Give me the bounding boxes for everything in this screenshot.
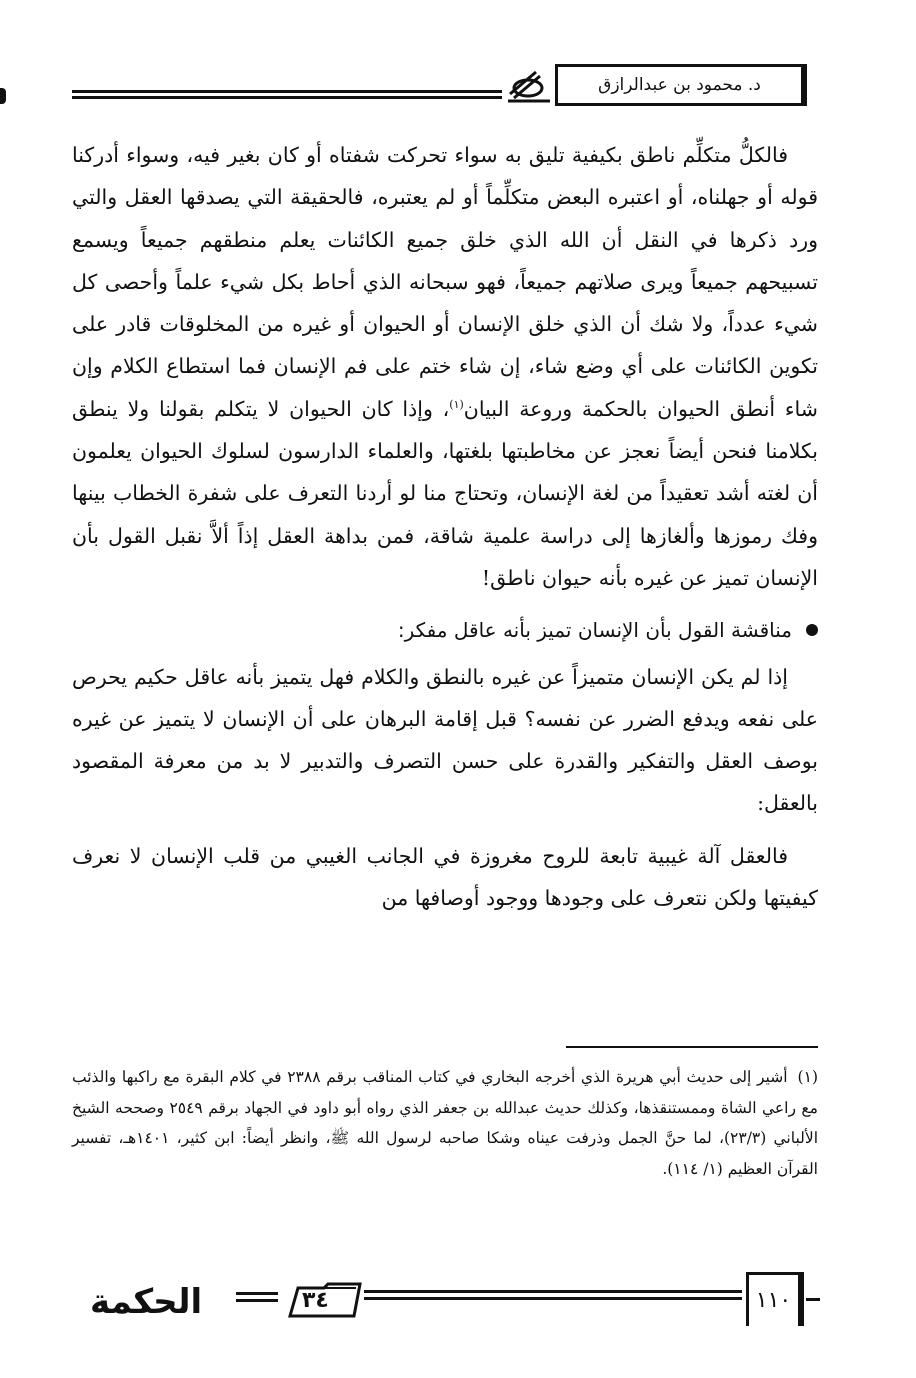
paragraph-text: فالكلُّ متكلِّم ناطق بكيفية تليق به سواء تحركت شفتاه أو كان بغير فيه، وسواء أدركنا قوله أو جهلناه، أو اعتبره البعض متكلِّماً أو لم يعتبره، فالحقيقة التي يصدقها العقل والتي ورد ذكرها في النقل أن الله الذي خلق جميع الكائنات يعلم منطقهم جميعاً ويسمع تسبيحهم جميعاً ويرى صلاتهم جميعاً، فهو سبحانه الذي أحاط بكل شيء علماً وأحصى كل شيء عدداً، ولا شك أن الذي خلق الإنسان أو الحيوان أو غيره من المخلوقات قادر على تكوين الكائنات على أي وضع شاء، إن شاء ختم على فم الإنسان فما استطاع الكلام وإن شاء أنطق الحيوان بالحكمة وروعة البيان: [72, 143, 818, 421]
paragraph: [72, 134, 818, 599]
page-number-box: [746, 1272, 804, 1326]
magazine-logo: الحكمة: [90, 1282, 203, 1322]
header-rule: [72, 90, 502, 104]
author-name: د. محمود بن عبدالرازق: [598, 75, 761, 95]
footnote-text: أشير إلى حديث أبي هريرة الذي أخرجه البخاري في كتاب المناقب برقم ٢٣٨٨ في كلام البقرة مع راكبها والذئب مع راعي الشاة وممستنقذها، وكذلك حديث عبدالله بن جعفر الذي رواه أبو داود في الجهاد برقم ٢٥٤٩ وصححه الشيخ الألباني (٢٣/٣)، لما حنَّ الجمل وذرفت عيناه وشكا صاحبه لرسول الله ﷺ، وانظر أيضاً: ابن كثير، ١٤٠١هـ، تفسير القرآن العظيم (١/ ١١٤).: [72, 1068, 819, 1178]
footnote-number: (١): [797, 1068, 818, 1086]
footnote-separator: [566, 1046, 818, 1048]
section-heading-text: مناقشة القول بأن الإنسان تميز بأنه عاقل مفكر:: [397, 618, 792, 643]
edge-mark: [0, 88, 6, 104]
footnote: [72, 1062, 818, 1184]
page-number: ١١٠: [755, 1288, 792, 1313]
paragraph-text: ، وإذا كان الحيوان لا يتكلم بقولنا ولا ينطق بكلامنا فنحن أيضاً نعجز عن مخاطبتها بلغتها، والعلماء الدارسون لسلوك الحيوان يعلمون أن لغته أشد تعقيداً من لغة الإنسان، وتحتاج منا لو أردنا التعرف على شفرة الخطاب بينها وفك رموزها وألغازها إلى دراسة علمية شاقة، فمن بداهة العقل إذاً ألاَّ نقبل القول بأن الإنسان تميز عن غيره بأنه حيوان ناطق!: [72, 396, 818, 590]
author-name-box: [555, 64, 807, 106]
footer-tail: [806, 1298, 820, 1301]
pen-icon: [506, 64, 552, 104]
page-footer: [0, 1268, 916, 1330]
paragraph: إذا لم يكن الإنسان متميزاً عن غيره بالنطق والكلام فهل يتميز بأنه عاقل حكيم يحرص على نفعه ويدفع الضرر عن نفسه؟ قبل إقامة البرهان على أن الإنسان لا يتميز عن غيره بوصف العقل والتفكير والقدرة على حسن التصرف والتدبير لا بد من معرفة المقصود بالعقل:: [72, 664, 818, 816]
footer-rule: [236, 1292, 278, 1306]
bullet-icon: [806, 624, 818, 636]
article-body: [72, 134, 818, 919]
footnote-reference: (١): [449, 397, 464, 411]
section-heading: [72, 609, 818, 651]
footer-rule: [364, 1290, 742, 1306]
paragraph: فالعقل آلة غيبية تابعة للروح مغروزة في الجانب الغيبي من قلب الإنسان لا نعرف كيفيتها ولكن نتعرف على وجودها ووجود أوصافها من: [72, 843, 818, 911]
issue-number: ٣٤: [302, 1288, 329, 1313]
